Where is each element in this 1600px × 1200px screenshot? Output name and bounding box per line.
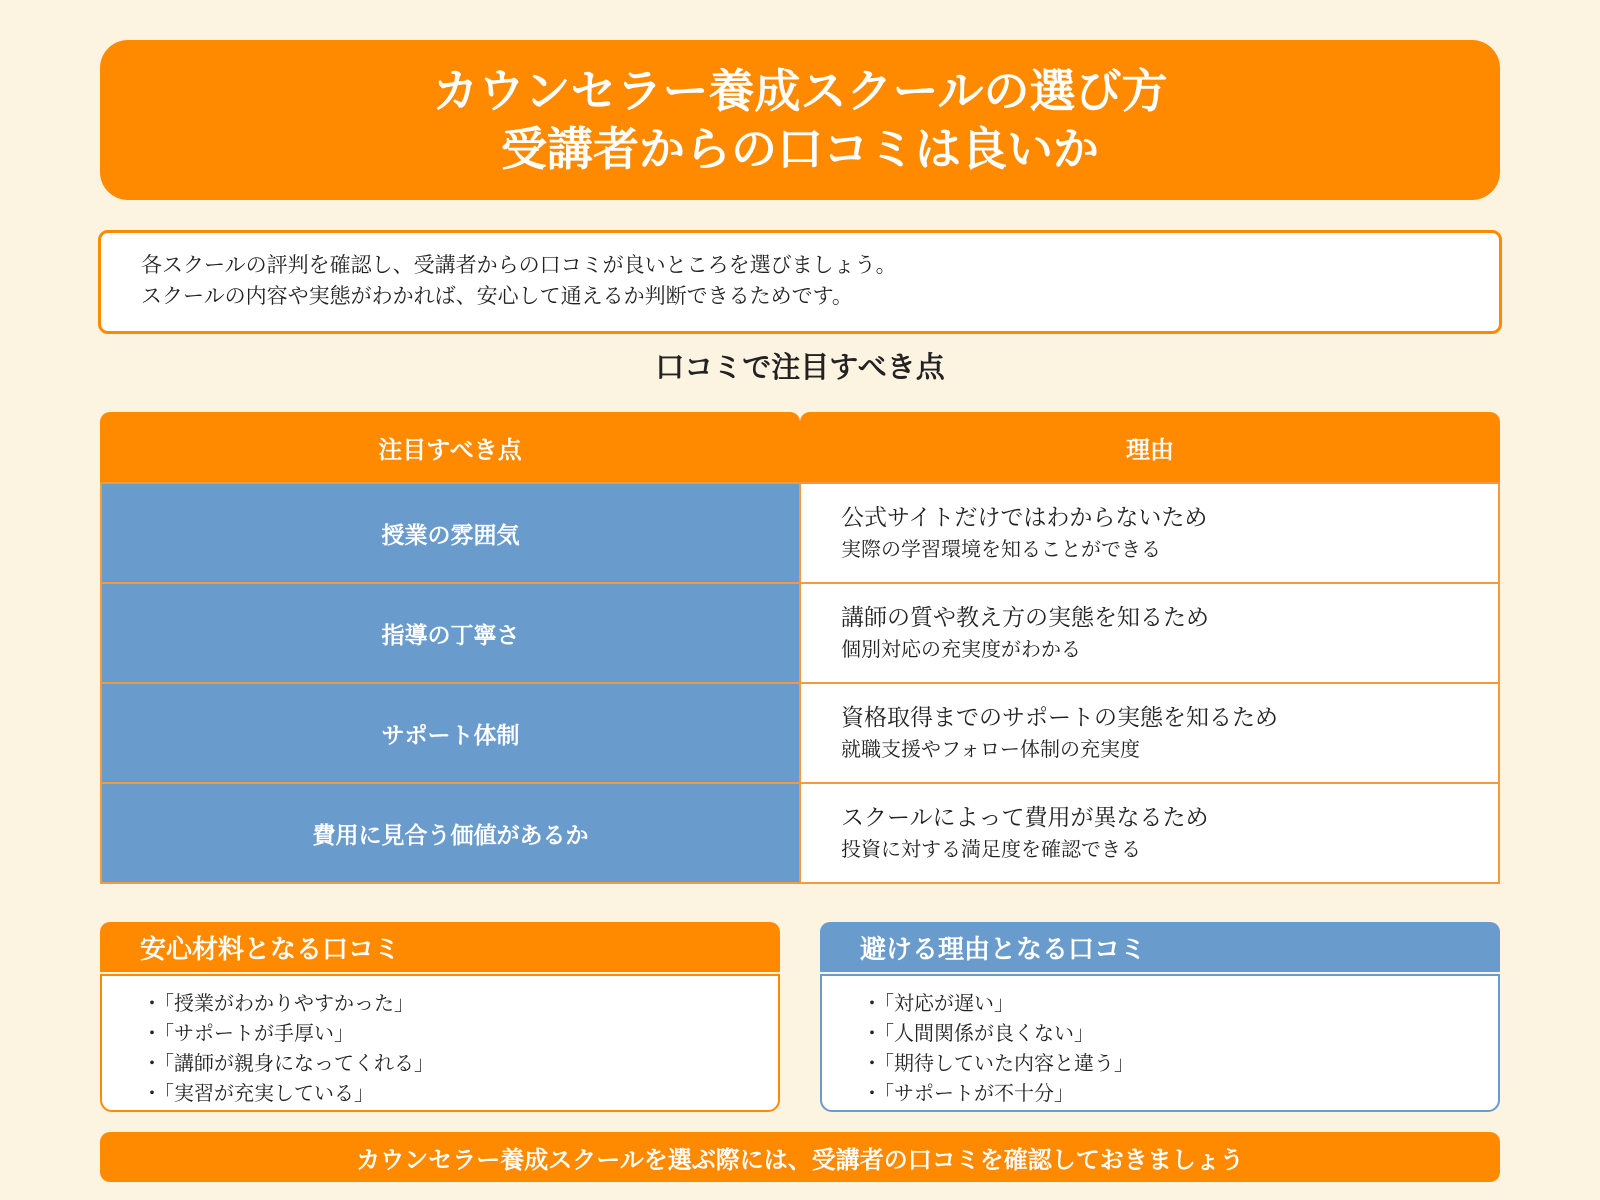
row-point: 授業の雰囲気 <box>102 484 801 582</box>
reason-line-2: 個別対応の充実度がわかる <box>841 636 1081 661</box>
table-body <box>100 482 1500 884</box>
reason-line-2: 投資に対する満足度を確認できる <box>841 836 1141 861</box>
table-header <box>100 412 1500 482</box>
list-item: ・ 「授業がわかりやすかった」 <box>142 988 738 1018</box>
reason-line-2: 実際の学習環境を知ることができる <box>841 536 1161 561</box>
positive-reviews-title: 安心材料となる口コミ <box>100 922 780 972</box>
positive-reviews-list <box>100 974 780 1112</box>
reason-line-1: 講師の質や教え方の実態を知るため <box>841 604 1209 631</box>
reason-line-1: スクールによって費用が異なるため <box>841 804 1209 831</box>
title-line-1: カウンセラー養成スクールの選び方 <box>432 64 1168 118</box>
negative-reviews-card <box>820 922 1500 1112</box>
list-item: ・ 「人間関係が良くない」 <box>862 1018 1458 1048</box>
list-item: ・ 「サポートが手厚い」 <box>142 1018 738 1048</box>
list-item: ・ 「期待していた内容と違う」 <box>862 1048 1458 1078</box>
row-point: 費用に見合う価値があるか <box>102 784 801 882</box>
row-reason <box>801 784 1498 882</box>
positive-reviews-card <box>100 922 780 1112</box>
reason-line-1: 資格取得までのサポートの実態を知るため <box>841 704 1278 731</box>
header-point: 注目すべき点 <box>100 412 800 482</box>
title-line-2: 受講者からの口コミは良いか <box>501 122 1099 176</box>
table-row <box>102 784 1498 882</box>
list-item: ・ 「対応が遅い」 <box>862 988 1458 1018</box>
header-reason: 理由 <box>800 412 1500 482</box>
page-title <box>100 40 1500 200</box>
list-item: ・ 「実習が充実している」 <box>142 1078 738 1108</box>
intro-line-1: 各スクールの評判を確認し、受講者からの口コミが良いところを選びましょう。 <box>141 253 897 277</box>
negative-reviews-list <box>820 974 1500 1112</box>
intro-line-2: スクールの内容や実態がわかれば、安心して通えるか判断できるためです。 <box>141 284 853 308</box>
section-title: 口コミで注目すべき点 <box>655 350 945 384</box>
footer-banner: カウンセラー養成スクールを選ぶ際には、受講者の口コミを確認しておきましょう <box>100 1132 1500 1182</box>
reason-line-1: 公式サイトだけではわからないため <box>841 504 1208 531</box>
intro-box <box>98 230 1502 334</box>
reason-line-2: 就職支援やフォロー体制の充実度 <box>841 736 1140 761</box>
row-point: 指導の丁寧さ <box>102 584 801 682</box>
list-item: ・ 「サポートが不十分」 <box>862 1078 1458 1108</box>
row-reason <box>801 684 1498 782</box>
list-item: ・ 「講師が親身になってくれる」 <box>142 1048 738 1078</box>
table-row <box>102 484 1498 584</box>
table-row <box>102 684 1498 784</box>
row-point: サポート体制 <box>102 684 801 782</box>
row-reason <box>801 484 1498 582</box>
points-table <box>100 412 1500 884</box>
table-row <box>102 584 1498 684</box>
row-reason <box>801 584 1498 682</box>
negative-reviews-title: 避ける理由となる口コミ <box>820 922 1500 972</box>
